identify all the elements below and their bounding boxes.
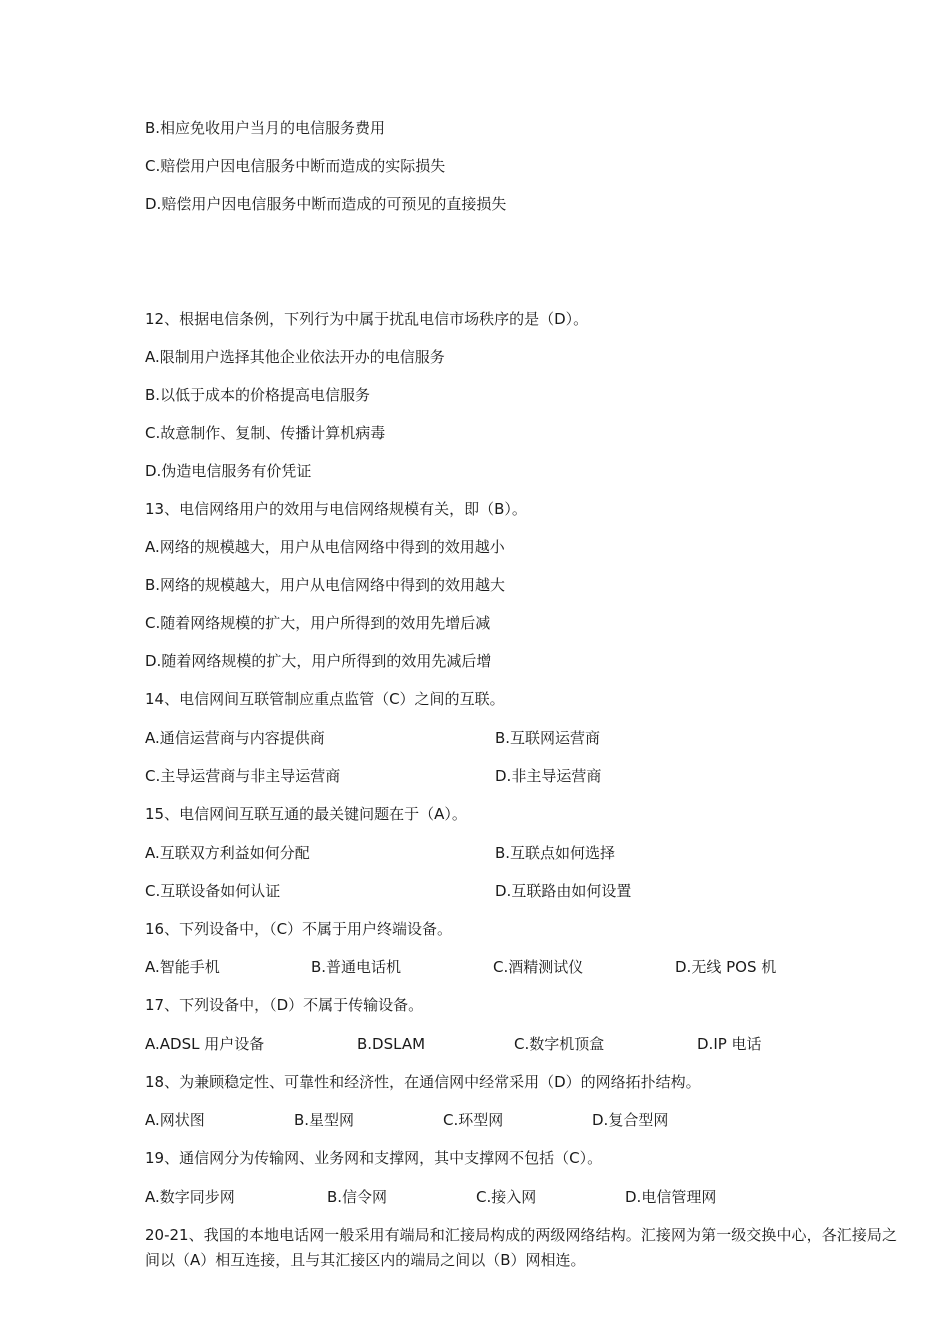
q19-option-d: D.电信管理网: [625, 1188, 717, 1206]
q14-options-row-1: [145, 728, 905, 748]
q16-option-c: C.酒精测试仪: [493, 958, 584, 976]
q19-option-a: A.数字同步网: [145, 1188, 235, 1206]
q14-option-a: A.通信运营商与内容提供商: [145, 729, 325, 747]
q15-option-d: D.互联路由如何设置: [495, 882, 632, 900]
q19-option-c: C.接入网: [476, 1188, 537, 1206]
q19-stem: 19、通信网分为传输网、业务网和支撑网，其中支撑网不包括（C）。: [145, 1149, 603, 1167]
q12-option-c: C.故意制作、复制、传播计算机病毒: [145, 424, 386, 442]
q17-option-b: B.DSLAM: [357, 1035, 426, 1053]
q13-option-a: A.网络的规模越大，用户从电信网络中得到的效用越小: [145, 538, 505, 556]
q13-option-c: C.随着网络规模的扩大，用户所得到的效用先增后减: [145, 614, 491, 632]
q16-stem: 16、下列设备中，（C）不属于用户终端设备。: [145, 920, 453, 938]
q17-option-a: A.ADSL 用户设备: [145, 1035, 265, 1053]
q18-stem: 18、为兼顾稳定性、可靠性和经济性，在通信网中经常采用（D）的网络拓扑结构。: [145, 1073, 701, 1091]
q15-option-b: B.互联点如何选择: [495, 844, 616, 862]
q18-option-c: C.环型网: [443, 1111, 504, 1129]
q14-option-d: D.非主导运营商: [495, 767, 602, 785]
q15-stem: 15、电信网间互联互通的最关键问题在于（A）。: [145, 805, 467, 823]
q16-option-a: A.智能手机: [145, 958, 220, 976]
q12-option-d: D.伪造电信服务有价凭证: [145, 462, 312, 480]
q13-stem: 13、电信网络用户的效用与电信网络规模有关，即（B）。: [145, 500, 527, 518]
q13-option-b: B.网络的规模越大，用户从电信网络中得到的效用越大: [145, 576, 506, 594]
q20-21-stem: 20-21、我国的本地电话网一般采用有端局和汇接局构成的两级网络结构。汇接网为第一级交换中心，各汇接局之间以（A）相互连接，且与其汇接区内的端局之间以（B）网相连。: [145, 1226, 897, 1269]
q19-options-row: [145, 1187, 905, 1207]
q15-option-a: A.互联双方利益如何分配: [145, 844, 310, 862]
q17-option-d: D.IP 电话: [697, 1035, 762, 1053]
q18-option-d: D.复合型网: [592, 1111, 669, 1129]
q11-option-c: C.赔偿用户因电信服务中断而造成的实际损失: [145, 157, 446, 175]
q16-options-row: [145, 957, 905, 977]
q14-options-row-2: [145, 766, 905, 786]
q11-option-b: B.相应免收用户当月的电信服务费用: [145, 119, 386, 137]
q12-option-b: B.以低于成本的价格提高电信服务: [145, 386, 371, 404]
q13-option-d: D.随着网络规模的扩大，用户所得到的效用先减后增: [145, 652, 492, 670]
q14-stem: 14、电信网间互联管制应重点监管（C）之间的互联。: [145, 690, 505, 708]
q14-option-b: B.互联网运营商: [495, 729, 601, 747]
q14-option-c: C.主导运营商与非主导运营商: [145, 767, 341, 785]
q18-options-row: [145, 1110, 905, 1130]
q11-option-d: D.赔偿用户因电信服务中断而造成的可预见的直接损失: [145, 195, 507, 213]
q19-option-b: B.信令网: [327, 1188, 388, 1206]
q18-option-b: B.星型网: [294, 1111, 355, 1129]
q15-option-c: C.互联设备如何认证: [145, 882, 281, 900]
q12-option-a: A.限制用户选择其他企业依法开办的电信服务: [145, 348, 445, 366]
q17-option-c: C.数字机顶盒: [514, 1035, 605, 1053]
q12-stem: 12、根据电信条例，下列行为中属于扰乱电信市场秩序的是（D）。: [145, 310, 589, 328]
q17-stem: 17、下列设备中，（D）不属于传输设备。: [145, 996, 424, 1014]
q17-options-row: [145, 1034, 905, 1054]
q16-option-d: D.无线 POS 机: [675, 958, 777, 976]
q15-options-row-2: [145, 881, 905, 901]
q15-options-row-1: [145, 843, 905, 863]
q16-option-b: B.普通电话机: [311, 958, 402, 976]
q18-option-a: A.网状图: [145, 1111, 205, 1129]
